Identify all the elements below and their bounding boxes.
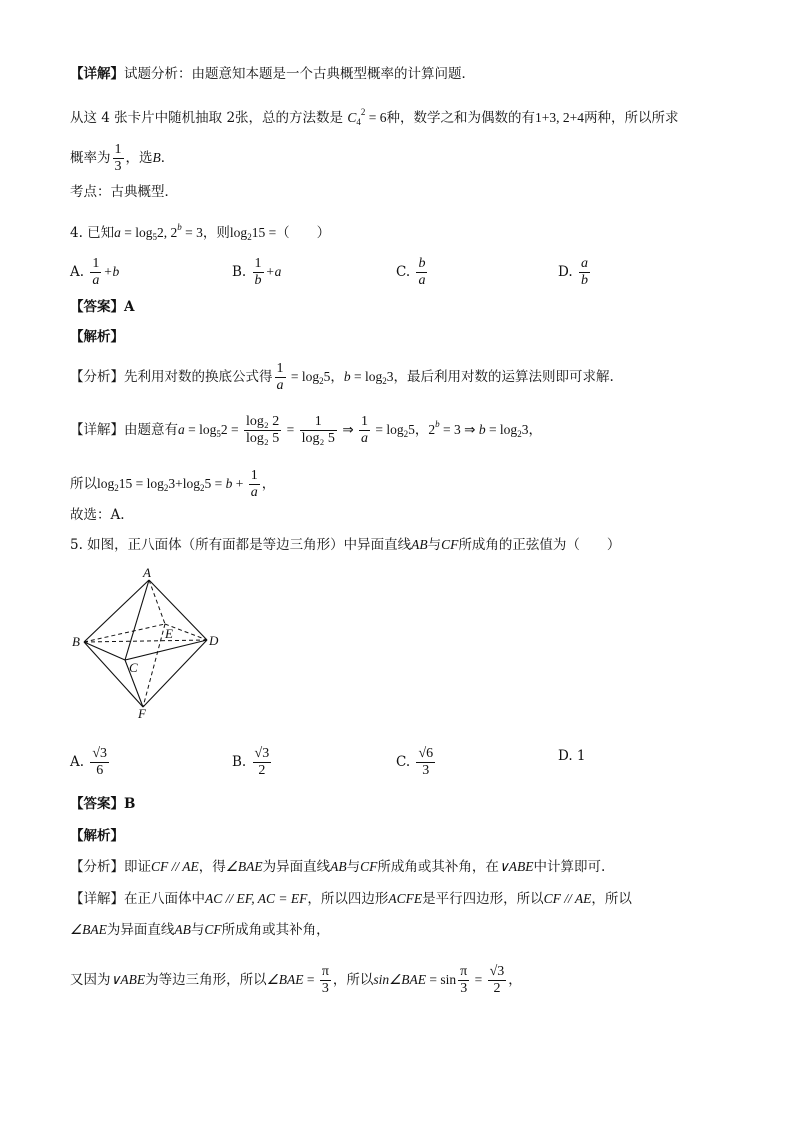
math: ∨ABE: [498, 859, 534, 874]
denominator: log₂ 5: [246, 431, 280, 446]
text: ，所以: [591, 891, 632, 907]
subscript: 2: [403, 429, 409, 439]
text: 与: [346, 859, 361, 875]
subscript: 2: [163, 483, 169, 493]
math: 2: [428, 422, 436, 437]
denominator: a: [92, 273, 100, 288]
q5-analysis-tag: 【解析】: [70, 828, 124, 844]
math: log: [97, 476, 115, 491]
text: ，: [330, 369, 344, 385]
option-label: A.: [70, 754, 85, 770]
fraction: [113, 142, 124, 175]
math: 3+log: [168, 476, 201, 491]
math: 5: [323, 369, 331, 384]
vertex-label-A: A: [143, 565, 151, 580]
numerator: 1: [276, 361, 284, 376]
math: C: [347, 110, 357, 125]
math: = 6: [365, 110, 387, 125]
numerator: √3: [92, 746, 108, 761]
math: 5 =: [204, 476, 226, 491]
math: a: [178, 422, 185, 437]
text: ，: [261, 476, 276, 492]
exam-point: 考点：古典概型．: [70, 184, 178, 200]
numerator: √3: [254, 746, 270, 761]
edge-BC: [84, 642, 125, 660]
denominator: 2: [493, 981, 501, 996]
math: =: [303, 972, 318, 987]
subscript: 2: [319, 376, 324, 386]
diagonal-BD-hidden: [84, 640, 207, 642]
option-label: C.: [396, 264, 411, 280]
text: ，最后利用对数的运算法则即可求解.: [393, 369, 614, 385]
option-label: C.: [396, 754, 411, 770]
numerator: 1: [114, 142, 122, 157]
math: a: [114, 225, 121, 240]
denominator: a: [418, 273, 426, 288]
math: AC // EF, AC = EF: [205, 891, 308, 906]
text: ．: [160, 150, 175, 166]
math: CF // AE: [151, 859, 199, 874]
math: b: [225, 476, 233, 491]
text: 所成角的正弦值为（ ）: [458, 537, 621, 553]
fraction: [275, 361, 286, 394]
fraction: [488, 964, 507, 997]
text: 与: [190, 922, 205, 938]
text: 又因为: [70, 972, 111, 988]
text: 4. 已知: [70, 225, 115, 241]
question-5-stem: [70, 535, 620, 555]
q4-option-b: [232, 256, 281, 289]
fraction: [90, 256, 101, 289]
text: 从这 4 张卡片中随机抽取 2张，总的方法数是: [70, 110, 344, 126]
text: ，则: [202, 225, 230, 241]
math: CF: [360, 859, 378, 874]
subscript: 5: [152, 232, 158, 242]
numerator: π: [460, 964, 468, 979]
numerator: 1: [361, 414, 368, 429]
math: b: [343, 369, 351, 384]
fraction: [579, 256, 590, 289]
denominator: log₂ 5: [301, 431, 335, 446]
denominator: 2: [258, 763, 266, 778]
probability-line: [70, 142, 174, 175]
math: CF // AE: [543, 891, 592, 906]
math: +a: [265, 264, 282, 279]
numerator: √6: [418, 746, 434, 761]
text: 【分析】先利用对数的换底公式得: [70, 369, 273, 385]
math: 2, 2: [157, 225, 178, 240]
fraction: [90, 746, 109, 779]
denominator: 6: [96, 763, 104, 778]
denominator: 3: [422, 763, 430, 778]
fraction: [253, 746, 272, 779]
math: 3: [521, 422, 529, 437]
fraction: [320, 964, 331, 997]
q5-detail-line: [70, 889, 632, 909]
text: 是平行四边形，所以: [422, 891, 544, 907]
q4-answer: 【答案】A: [70, 299, 135, 315]
text: 【分析】即证: [70, 859, 151, 875]
q4-option-d: [558, 256, 592, 289]
vertex-label-B: B: [72, 634, 80, 649]
q5-answer: 【答案】B: [70, 796, 136, 812]
numerator: b: [418, 256, 426, 271]
q5-option-a: [70, 746, 111, 779]
q5-option-c: [396, 746, 437, 779]
math: = 3 ⇒: [439, 422, 479, 437]
math: = log: [350, 369, 383, 384]
denominator: a: [250, 485, 258, 500]
text: 所成角或其补角，在: [377, 859, 499, 875]
superscript: b: [177, 222, 182, 232]
math: = log: [120, 225, 153, 240]
q5-conclusion-line: [70, 964, 522, 997]
text: ，所以四边形: [307, 891, 389, 907]
math: = log: [485, 422, 518, 437]
text: 【详解】由题意有: [70, 422, 178, 438]
detail-line: [70, 64, 475, 84]
math: ACFE: [388, 891, 423, 906]
math: 15 = log: [118, 476, 164, 491]
counting-line: [70, 102, 678, 132]
numerator: a: [580, 256, 588, 271]
math: 1+3, 2+4: [535, 110, 584, 125]
text: 中计算即可.: [533, 859, 606, 875]
text: ，: [414, 422, 429, 438]
text: 与: [427, 537, 442, 553]
denominator: 3: [114, 159, 122, 174]
text: 两种，所以所求: [583, 110, 679, 126]
text: 【详解】在正八面体中: [70, 891, 205, 907]
subscript: 2: [114, 483, 119, 493]
text: ，得: [198, 859, 226, 875]
detail-text: 试题分析：由题意知本题是一个古典概型概率的计算问题．: [124, 66, 475, 82]
vertex-label-F: F: [138, 706, 146, 721]
option-label: B.: [232, 754, 247, 770]
fraction: [300, 414, 337, 447]
text: 5. 如图，正八面体（所有面都是等边三角形）中异面直线: [70, 537, 412, 553]
math: CF: [204, 922, 222, 937]
text: 种，数学之和为偶数的有: [386, 110, 535, 126]
subscript: 2: [247, 232, 252, 242]
math: sin∠BAE: [373, 972, 427, 987]
text: 概率为: [70, 150, 111, 166]
vertex-label-E: E: [165, 626, 173, 641]
numerator: π: [321, 964, 329, 979]
math: log: [229, 225, 248, 240]
math: =: [283, 422, 298, 437]
subscript: 4: [356, 117, 361, 127]
q4-option-a: [70, 256, 119, 289]
edge-CD: [125, 640, 207, 660]
fraction: [359, 414, 370, 447]
text: 为异面直线: [262, 859, 331, 875]
fraction: [249, 468, 260, 501]
q4-option-c: [396, 256, 429, 289]
option-label: D.: [558, 264, 573, 280]
text: ，: [528, 422, 542, 438]
math: AB: [330, 859, 347, 874]
detail-tag: 【详解】: [70, 66, 124, 82]
numerator: 1: [300, 414, 337, 431]
edge-AE-hidden: [149, 580, 165, 624]
subscript: 2: [382, 376, 387, 386]
superscript: 2: [360, 107, 366, 117]
vertex-label-D: D: [209, 633, 219, 648]
vertex-label-C: C: [129, 660, 138, 675]
denominator: 3: [321, 981, 329, 996]
numerator: 1: [254, 256, 262, 271]
math: 15 =（ ）: [251, 225, 331, 240]
question-4-stem: [70, 217, 330, 247]
superscript: b: [435, 419, 440, 429]
math: B: [152, 150, 161, 165]
math: ∠BAE: [70, 922, 107, 937]
math: 3: [386, 369, 394, 384]
math: AB: [411, 537, 428, 552]
math: = 3: [181, 225, 203, 240]
math: ⇒: [338, 422, 357, 437]
math: = log: [184, 422, 217, 437]
denominator: a: [361, 431, 368, 446]
numerator: log₂ 2: [246, 414, 280, 429]
q5-analysis-line: [70, 857, 605, 877]
math: = log: [287, 369, 320, 384]
edge-AD: [149, 580, 207, 640]
edge-BE-hidden: [84, 624, 165, 642]
math: ∨ABE: [110, 972, 146, 987]
q5-option-d: D. 1: [558, 748, 586, 764]
q5-detail-line-2: [70, 920, 330, 940]
subscript: 2: [200, 483, 205, 493]
math: 2 =: [220, 422, 242, 437]
math: 5: [408, 422, 415, 437]
text: ，选: [125, 150, 153, 166]
q4-analysis-tag: 【解析】: [70, 329, 124, 345]
edge-DF: [143, 640, 207, 707]
math: +b: [103, 264, 120, 279]
octahedron-figure: [68, 562, 228, 722]
math: CF: [441, 537, 459, 552]
fraction: [253, 256, 264, 289]
math: =: [471, 972, 486, 987]
numerator: √3: [489, 964, 505, 979]
math: b: [478, 422, 486, 437]
q5-option-b: [232, 746, 273, 779]
numerator: 1: [250, 468, 258, 483]
text: ，: [508, 972, 522, 988]
edge-EF-hidden: [143, 624, 165, 707]
numerator: 1: [92, 256, 100, 271]
subscript: 5: [216, 429, 221, 439]
math: AB: [174, 922, 191, 937]
fraction: [244, 414, 281, 447]
fraction: [416, 256, 427, 289]
math: ∠BAE: [266, 972, 304, 987]
math: ∠BAE: [225, 859, 263, 874]
text: 为异面直线: [106, 922, 175, 938]
math: +: [232, 476, 247, 491]
subscript: 2: [517, 429, 522, 439]
option-label: B.: [232, 264, 247, 280]
text: 所成角或其补角，: [221, 922, 330, 938]
q4-detail-line: [70, 414, 542, 447]
math: = log: [372, 422, 404, 437]
text: ，所以: [332, 972, 374, 988]
fraction: [458, 964, 469, 997]
denominator: b: [580, 273, 588, 288]
denominator: b: [254, 273, 262, 288]
text: 所以: [70, 476, 97, 492]
text: 为等边三角形，所以: [145, 972, 267, 988]
math: = sin: [426, 972, 457, 987]
denominator: 3: [460, 981, 468, 996]
denominator: a: [276, 378, 284, 393]
q4-choose: 故选：A.: [70, 507, 125, 523]
option-label: A.: [70, 264, 85, 280]
q4-so-line: [70, 468, 275, 501]
q4-analysis-line: [70, 361, 614, 394]
fraction: [416, 746, 435, 779]
